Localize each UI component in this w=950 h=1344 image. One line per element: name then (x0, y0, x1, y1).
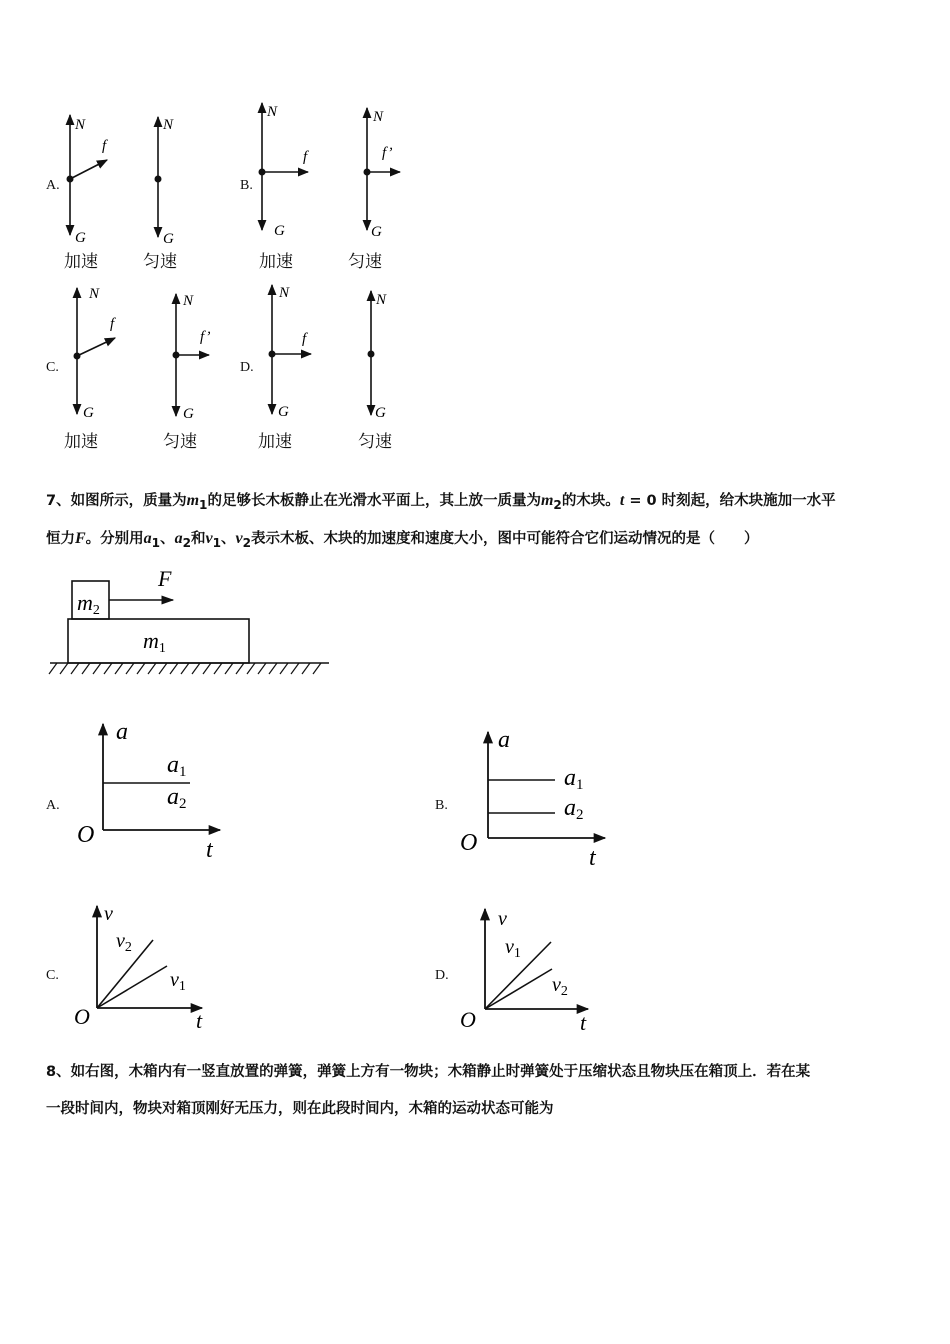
svg-text:t: t (589, 845, 596, 871)
svg-text:v1: $v_1$ (170, 969, 186, 994)
hatch-mark (115, 663, 123, 674)
svg-text:v2: $v_2$ (552, 974, 568, 999)
svg-text:v2: $v_2$ (116, 930, 132, 955)
svg-text:t: t (206, 837, 213, 863)
svg-text:t: t (580, 1010, 587, 1035)
q7-stem-line1: 7、如图所示，质量为$m_1$的足够长木板静止在光滑水平面上，其上放一质量为$m_2$的木块。t = 0 时刻起，给木块施加一水平 (46, 492, 836, 512)
svg-text:f: f (110, 316, 115, 332)
option-letter: A. (46, 178, 60, 193)
hatch-mark (82, 663, 90, 674)
svg-text:G: G (371, 224, 382, 240)
q8-stem-line1: 8、如右图，木箱内有一竖直放置的弹簧，弹簧上方有一物块；木箱静止时弹簧处于压缩状态且物块压在箱顶上．若在某 (46, 1064, 811, 1080)
hatch-mark (137, 663, 145, 674)
hatch-mark (302, 663, 310, 674)
svg-text:f’: f’ (382, 145, 393, 161)
force-diagram-uniform (163, 288, 233, 428)
svg-text:N: N (279, 285, 290, 301)
svg-text:G: G (183, 406, 194, 422)
caption-accelerating: 加速 (64, 432, 98, 452)
option-letter: C. (46, 360, 59, 375)
ground-hatching (49, 663, 321, 674)
hatch-mark (170, 663, 178, 674)
hatch-mark (148, 663, 156, 674)
svg-text:v: v (104, 903, 113, 925)
svg-text:m1: m1 (143, 628, 166, 656)
option-letter: D. (240, 360, 254, 375)
svg-text:v: v (498, 908, 507, 930)
option-letter: B. (435, 798, 448, 813)
svg-text:N: N (376, 292, 387, 308)
option-letter: B. (240, 178, 253, 193)
hatch-mark (60, 663, 68, 674)
svg-text:O: O (460, 1007, 476, 1032)
svg-text:G: G (375, 405, 386, 421)
hatch-mark (258, 663, 266, 674)
caption-accelerating: 加速 (258, 432, 292, 452)
caption-uniform: 匀速 (348, 252, 382, 272)
svg-text:O: O (77, 822, 95, 848)
hatch-mark (181, 663, 189, 674)
hatch-mark (104, 663, 112, 674)
q8-stem-line2: 一段时间内，物块对箱顶刚好无压力，则在此段时间内，木箱的运动状态可能为 (46, 1101, 554, 1117)
hatch-mark (93, 663, 101, 674)
q7-setup-diagram (45, 562, 340, 682)
svg-text:a: a (498, 727, 510, 753)
hatch-mark (225, 663, 233, 674)
svg-text:G: G (83, 405, 94, 421)
hatch-mark (203, 663, 211, 674)
hatch-mark (214, 663, 222, 674)
graph-b (455, 720, 625, 875)
svg-text:N: N (163, 117, 174, 133)
force-diagram-accelerating (250, 95, 330, 240)
graph-d (458, 905, 608, 1040)
hatch-mark (247, 663, 255, 674)
caption-accelerating: 加速 (259, 252, 293, 272)
svg-text:G: G (163, 231, 174, 245)
hatch-mark (159, 663, 167, 674)
caption-accelerating: 加速 (64, 252, 98, 272)
svg-text:N: N (267, 104, 278, 120)
hatch-mark (280, 663, 288, 674)
option-letter: A. (46, 798, 60, 813)
hatch-mark (192, 663, 200, 674)
caption-uniform: 匀速 (163, 432, 197, 452)
svg-text:m2: m2 (77, 590, 100, 618)
svg-text:N: N (373, 109, 384, 125)
hatch-mark (313, 663, 321, 674)
hatch-mark (236, 663, 244, 674)
svg-text:f’: f’ (200, 329, 211, 345)
hatch-mark (71, 663, 79, 674)
hatch-mark (269, 663, 277, 674)
svg-text:v1: $v_1$ (505, 936, 521, 961)
svg-text:f: f (303, 149, 308, 165)
svg-text:F: F (158, 566, 172, 591)
graph-c (70, 900, 220, 1040)
graph-a (70, 712, 240, 867)
caption-uniform: 匀速 (143, 252, 177, 272)
force-diagram-accelerating (63, 282, 143, 427)
hatch-mark (291, 663, 299, 674)
svg-text:O: O (460, 830, 478, 856)
svg-text:f: f (102, 138, 107, 154)
option-letter: D. (435, 968, 449, 983)
svg-text:f: f (302, 331, 307, 347)
caption-uniform: 匀速 (358, 432, 392, 452)
force-diagram-uniform (355, 100, 415, 240)
svg-text:a2: a2 (167, 784, 187, 812)
svg-text:G: G (274, 223, 285, 239)
svg-text:a2: a2 (564, 795, 584, 823)
hatch-mark (49, 663, 57, 674)
force-diagram-uniform (140, 105, 200, 245)
svg-text:G: G (75, 230, 86, 245)
svg-text:a: a (116, 719, 128, 745)
hatch-mark (126, 663, 134, 674)
option-letter: C. (46, 968, 59, 983)
svg-text:G: G (278, 404, 289, 420)
svg-text:N: N (183, 293, 194, 309)
force-diagram-uniform (356, 285, 416, 425)
svg-text:a1: a1 (564, 765, 584, 793)
svg-text:a1: a1 (167, 752, 187, 780)
svg-text:t: t (196, 1008, 203, 1033)
force-diagram-accelerating (258, 280, 338, 425)
shallow-line (97, 966, 167, 1008)
svg-text:N: N (75, 117, 86, 133)
q7-stem-line2: 恒力F。分别用$a_1$、$a_2$和$v_1$、$v_2$表示木板、木块的加速度和速度大小，图中可能符合它们运动情况的是（ ） (46, 530, 759, 550)
svg-text:O: O (74, 1004, 90, 1029)
svg-text:N: N (89, 286, 100, 302)
